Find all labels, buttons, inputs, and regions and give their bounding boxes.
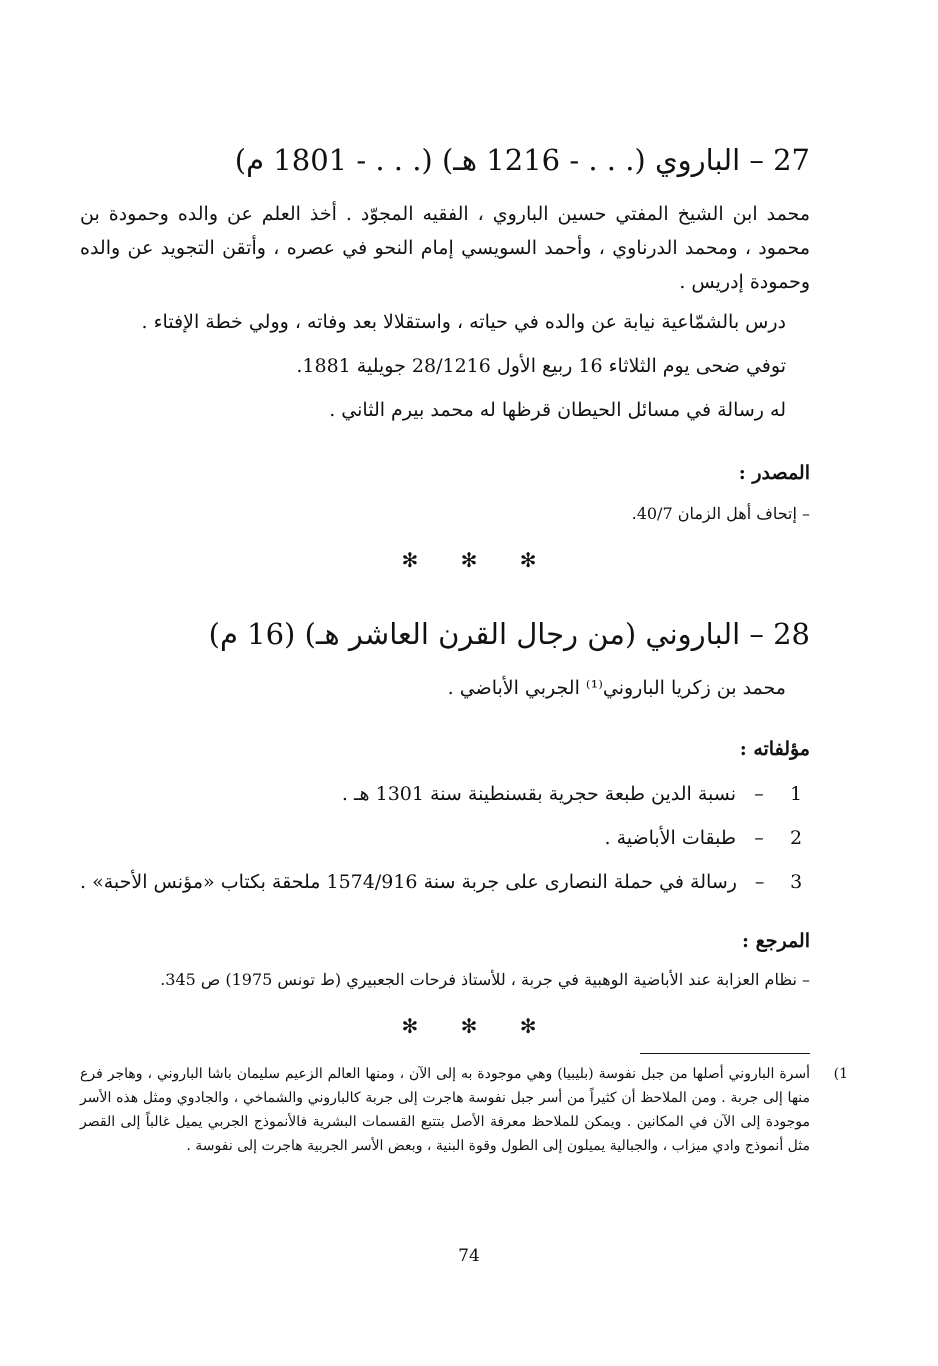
footnote-marker: 1) bbox=[833, 1066, 848, 1082]
list-item-number: 1 bbox=[789, 783, 803, 805]
list-item-text: رسالة في حملة النصارى على جربة سنة 1574/916 ملحقة بكتاب «مؤنس الأحبة» . bbox=[80, 871, 737, 893]
entry-27-source-heading: المصدر : bbox=[738, 462, 810, 484]
entry-27-source-item: – إتحاف أهل الزمان 40/7. bbox=[631, 504, 810, 523]
entry-28-reference-heading: المرجع : bbox=[741, 930, 810, 952]
footnote-rule bbox=[640, 1053, 810, 1054]
separator-star: ✻ bbox=[460, 1014, 478, 1038]
separator-2 bbox=[0, 1014, 938, 1038]
separator-star: ✻ bbox=[401, 1014, 419, 1038]
list-item-dash: – bbox=[754, 827, 764, 849]
page-number: 74 bbox=[458, 1246, 480, 1266]
list-item-text: طبقات الأباضية . bbox=[604, 827, 736, 849]
list-item-number: 3 bbox=[790, 871, 803, 893]
list-item bbox=[80, 772, 810, 816]
entry-27-line-teaching: درس بالشمّاعية نيابة عن والده في حياته ، واستقلالا بعد وفاته ، وولي خطة الإفتاء . bbox=[141, 311, 786, 333]
list-item-number: 2 bbox=[789, 827, 803, 849]
separator-star: ✻ bbox=[460, 548, 478, 572]
entry-28-works-heading: مؤلفاته : bbox=[739, 738, 810, 760]
separator-star: ✻ bbox=[401, 548, 419, 572]
separator-1 bbox=[0, 548, 938, 572]
entry-27-line-death: توفي ضحى يوم الثلاثاء 16 ربيع الأول 28/1216 جويلية 1881. bbox=[296, 355, 786, 377]
list-item-dash: – bbox=[754, 783, 764, 805]
entry-27-line-work: له رسالة في مسائل الحيطان قرظها له محمد بيرم الثاني . bbox=[329, 399, 786, 421]
entry-27-paragraph: محمد ابن الشيخ المفتي حسين الباروي ، الفقيه المجوّد . أخذ العلم عن والده وحمودة بن محمود ، ومحمد الدرناوي ، وأحمد السويسي إمام النحو في عصره ، وأتقن التجويد عن والده وحمودة إدريس . bbox=[80, 203, 810, 293]
entry-28-works-list bbox=[80, 772, 810, 904]
entry-28-intro: محمد بن زكريا الباروني⁽¹⁾ الجربي الأباضي . bbox=[447, 677, 786, 699]
list-item bbox=[80, 816, 810, 860]
list-item-text: نسبة الدين طبعة حجرية بقسنطينة سنة 1301 هـ . bbox=[341, 783, 736, 805]
entry-27-title: 27 – الباروي (. . . - 1216 هـ) (. . . - 1801 م) bbox=[234, 143, 810, 177]
entry-28-reference-item: – نظام العزابة عند الأباضية الوهبية في جربة ، للأستاذ فرحات الجعبيري (ط تونس 1975) ص 345. bbox=[160, 970, 810, 989]
list-item-dash: – bbox=[754, 871, 765, 893]
entry-28-title: 28 – الباروني (من رجال القرن العاشر هـ) (16 م) bbox=[208, 617, 810, 651]
separator-star: ✻ bbox=[519, 1014, 537, 1038]
footnote-text: أسرة الباروني أصلها من جبل نفوسة (بليبيا) وهي موجودة به إلى الآن ، ومنها العالم الزعيم سليمان باشا الباروني ، وهاجر فرع منها إلى جربة . ومن الملاحظ أن كثيراً من أسر جبل نفوسة هاجرت إلى جربة كالباروني والشماخي ، والجادوي ومثل هذه الأسر موجودة إلى الآن في المكانين . ويمكن للملاحظ معرفة الأصل بتتبع القسمات البشرية فالأنموذج الجربي يميل غالباً إلى القصر مثل أنموذج وادي ميزاب ، والجبالية يميلون إلى الطول وقوة البنية ، وبعض الأسر الجربية هاجرت إلى نفوسة . bbox=[80, 1066, 810, 1154]
separator-star: ✻ bbox=[519, 548, 537, 572]
list-item bbox=[80, 860, 810, 904]
